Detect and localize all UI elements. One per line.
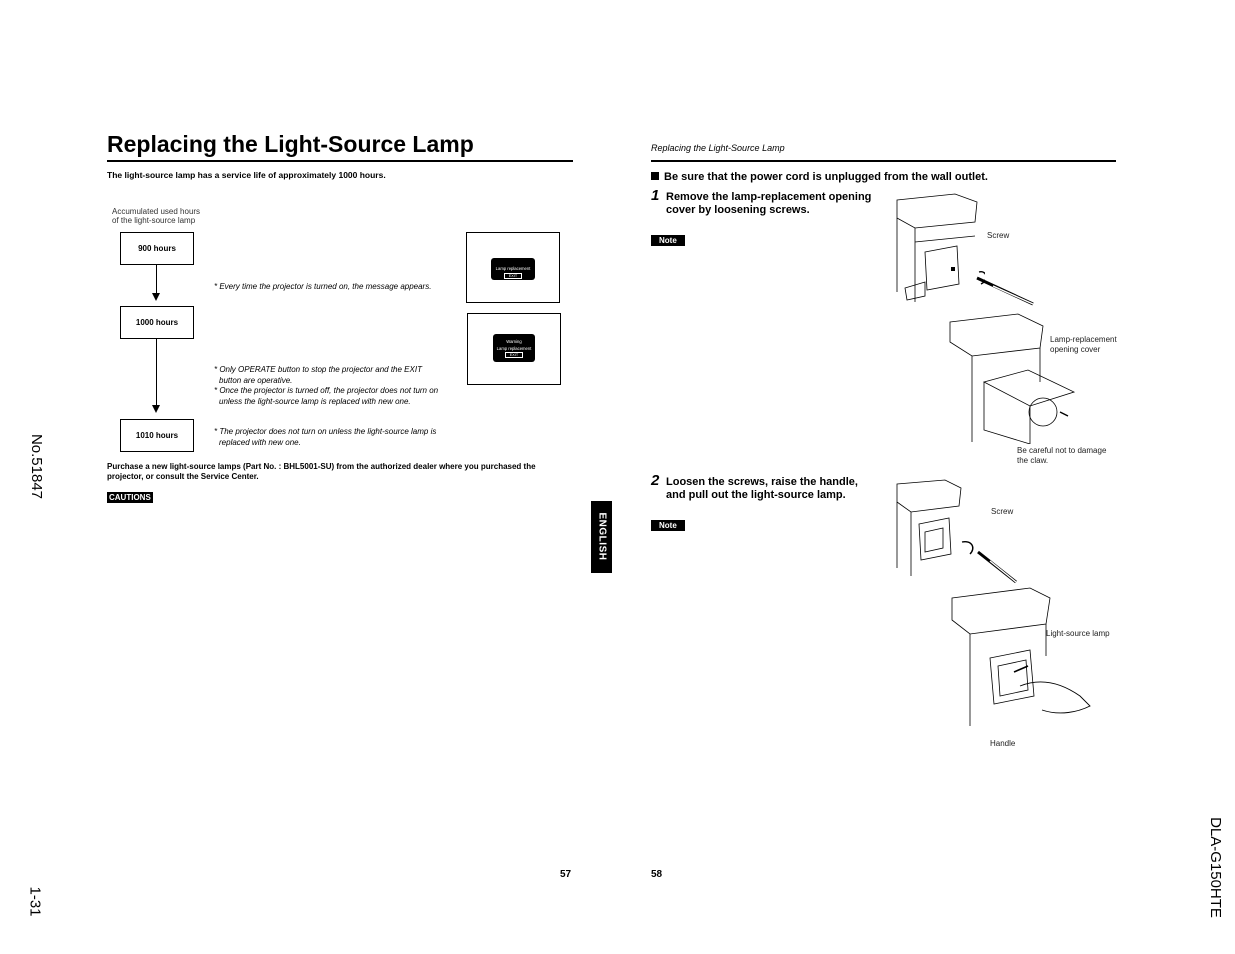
note-1000 bbox=[214, 365, 438, 407]
step-line: and pull out the light-source lamp. bbox=[666, 489, 846, 501]
osd-text: Lamp replacement bbox=[496, 346, 532, 351]
step-2-number: 2 bbox=[651, 472, 660, 489]
purchase-line: projector, or consult the Service Center. bbox=[107, 472, 259, 481]
label-screw-1: Screw bbox=[987, 231, 1010, 240]
flow-caption-line1: Accumulated used hours bbox=[112, 207, 201, 216]
page-number-right: 58 bbox=[651, 869, 663, 880]
screen-warning bbox=[467, 313, 561, 385]
label-cover bbox=[1050, 335, 1117, 355]
title-rule bbox=[107, 160, 573, 162]
note-900: * Every time the projector is turned on, the message appears. bbox=[214, 282, 432, 291]
power-warning-text: Be sure that the power cord is unplugged from the wall outlet. bbox=[664, 171, 988, 183]
step-1-number: 1 bbox=[651, 187, 660, 204]
running-head-rule bbox=[651, 160, 1116, 162]
label-handle: Handle bbox=[990, 739, 1016, 748]
page-title: Replacing the Light-Source Lamp bbox=[107, 131, 474, 157]
osd-exit-button: EXIT bbox=[505, 352, 523, 358]
flow-connector bbox=[156, 264, 157, 294]
osd-warning bbox=[493, 334, 535, 362]
power-warning bbox=[651, 171, 988, 183]
screen-lamp-replacement bbox=[466, 232, 560, 303]
doc-number: No.51847 bbox=[28, 433, 46, 500]
label-screw-2: Screw bbox=[991, 507, 1014, 516]
step-1-text bbox=[666, 191, 871, 217]
osd-message bbox=[491, 258, 535, 280]
step-line: cover by loosening screws. bbox=[666, 204, 810, 216]
illustration-lamp-screws bbox=[895, 478, 965, 578]
language-tab bbox=[591, 501, 612, 573]
screwdriver-icon bbox=[975, 276, 1035, 306]
flow-connector bbox=[156, 338, 157, 406]
flow-caption-line2: of the light-source lamp bbox=[112, 216, 196, 225]
note-1010 bbox=[214, 427, 436, 448]
label-line: the claw. bbox=[1017, 456, 1049, 465]
osd-title: Warning bbox=[506, 339, 522, 344]
bullet-square-icon bbox=[651, 172, 659, 180]
note-line: * The projector does not turn on unless the light-source lamp is bbox=[214, 427, 437, 436]
note-line: button are operative. bbox=[219, 375, 293, 385]
running-head: Replacing the Light-Source Lamp bbox=[651, 143, 785, 153]
stage-label: 900 hours bbox=[138, 244, 176, 253]
label-line: Be careful not to damage bbox=[1017, 446, 1107, 455]
step-line: Remove the lamp-replacement opening bbox=[666, 191, 872, 203]
label-line: Lamp-replacement bbox=[1050, 335, 1117, 344]
label-claw bbox=[1017, 446, 1106, 466]
stage-label: 1010 hours bbox=[135, 431, 179, 440]
language-tab-label: ENGLISH bbox=[596, 512, 608, 561]
illustration-screw-removal bbox=[895, 192, 985, 310]
stage-900-box bbox=[120, 232, 194, 265]
screw-icon bbox=[951, 267, 955, 271]
osd-text: Lamp replacement bbox=[495, 266, 531, 271]
step-2-text bbox=[666, 476, 858, 502]
step-2-note-label: Note bbox=[651, 520, 685, 531]
osd-exit-button: EXIT bbox=[504, 273, 522, 279]
stage-1000-box bbox=[120, 306, 194, 339]
note-line: unless the light-source lamp is replaced with new one. bbox=[219, 396, 411, 406]
screwdriver-icon bbox=[958, 540, 1020, 585]
stage-1010-box bbox=[120, 419, 194, 452]
stage-label: 1000 hours bbox=[135, 318, 179, 327]
purchase-text bbox=[107, 462, 577, 482]
flow-arrowhead bbox=[152, 405, 160, 413]
illustration-lamp-removal bbox=[950, 586, 1100, 736]
page-number-left: 57 bbox=[560, 869, 572, 880]
flow-caption bbox=[112, 207, 200, 225]
note-line: * Once the projector is turned off, the projector does not turn on bbox=[214, 386, 439, 395]
purchase-line: Purchase a new light-source lamps (Part No. : BHL5001-SU) from the authorized dealer where you purchased the bbox=[107, 462, 536, 471]
step-1-note-label: Note bbox=[651, 235, 685, 246]
illustration-cover-open bbox=[948, 312, 1078, 444]
label-lamp: Light-source lamp bbox=[1046, 629, 1110, 638]
intro-text: The light-source lamp has a service life of approximately 1000 hours. bbox=[107, 170, 386, 180]
model-number: DLA-G150HTE bbox=[1206, 817, 1224, 918]
cautions-label: CAUTIONS bbox=[109, 493, 151, 502]
label-line: opening cover bbox=[1050, 345, 1101, 354]
note-line: replaced with new one. bbox=[219, 437, 301, 447]
step-line: Loosen the screws, raise the handle, bbox=[666, 476, 858, 488]
note-line: * Only OPERATE button to stop the projector and the EXIT bbox=[214, 365, 422, 374]
sheet-number: 1-31 bbox=[26, 886, 44, 917]
flow-arrowhead bbox=[152, 293, 160, 301]
